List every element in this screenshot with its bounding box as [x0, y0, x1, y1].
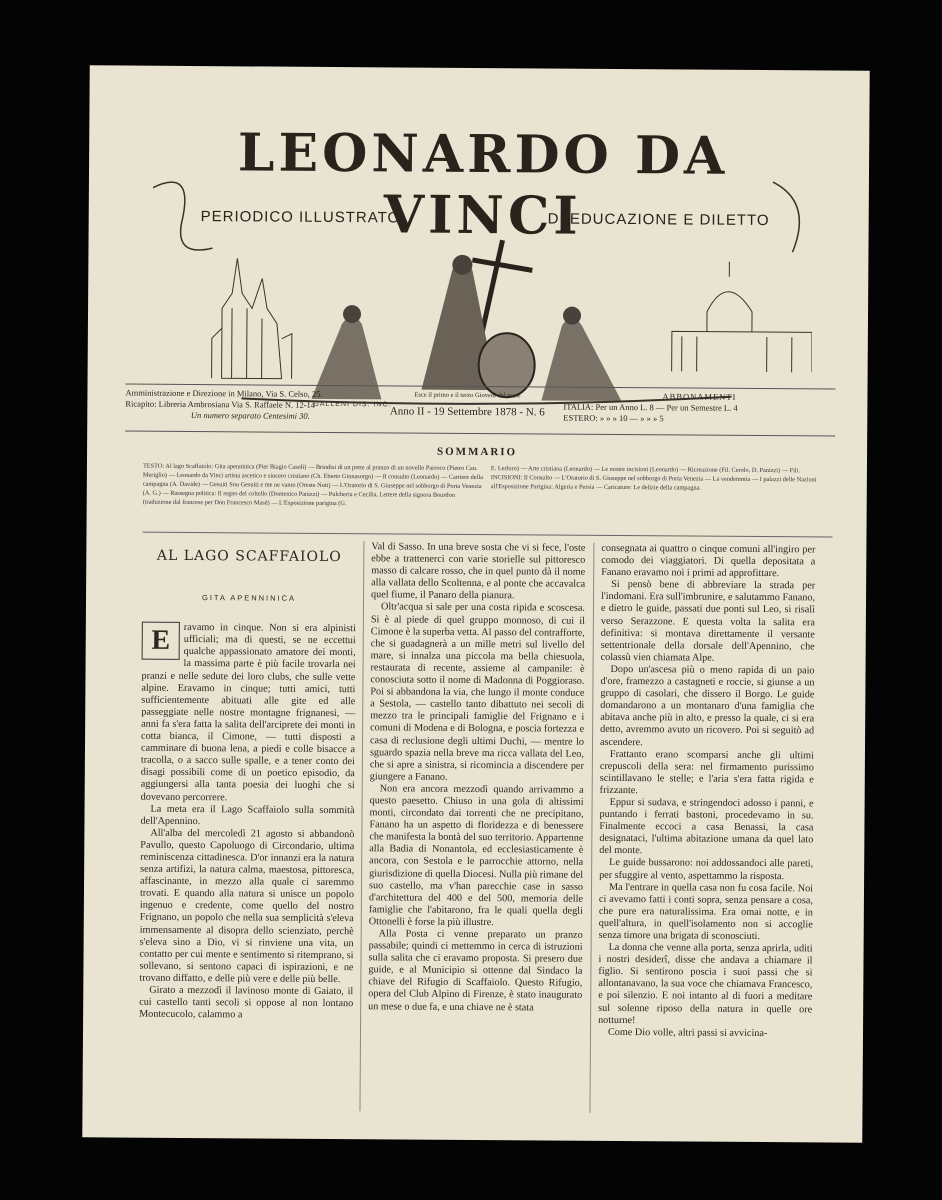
paragraph: ravamo in cinque. Non si era alpinisti ufficiali; ma di questi, se ne eccettui qualche appassionato amatore dei monti, la massima parte è più facile trovarla nei pranzi e nelle sedute dei loro clubs, che sulle vette alpine. Eravamo in cinque; tutti amici, tutti sufficientemente abituati alle gite ed alle passeggiate nelle nostre montagne frignanesi, — anni fa s'era fatta la salita dell'arciprete dei monti in cotta bianca, il Cimone, — tutti disposti a camminare di buona lena, a piedi e colle bisacce a tracolla, o a sacco sulle spalle, e a tener conto dei disagi possibili come di un poetico episodio, da aggiungersi alla tanta poesia dei luoghi che si dovevano percorrere.	[140, 622, 356, 803]
issue-info	[387, 389, 547, 418]
paragraph: consegnata ai quattro o cinque comuni all'ingiro per comodo dei viaggiatori. Di quella depositata a Fanano eravamo noi i primi ad approfittare.	[601, 542, 816, 580]
subscriptions	[563, 391, 835, 426]
price: Un numero separato Centesimi 30.	[190, 410, 310, 421]
admin-address: Amministrazione e Direzione in Milano, Via S. Celso, 25.	[125, 387, 323, 399]
column-2	[368, 541, 585, 1014]
frequency: Esce il primo e il terzo Giovedì del mese	[414, 391, 521, 400]
article-subtitle: GITA APENNINICA	[201, 593, 297, 603]
paragraph: Alla Posta ci venne preparato un pranzo passabile; quindi ci mettemmo in cerca di istruzioni sulla salita che ci eravamo proposta. Si presero due guide, e al Municipio si ottenne dal Sindaco la chiave del Rifugio di Scaffaiolo. Questo Rifugio, opera del Club Alpino di Firenze, è stato inaugurato un mese o due fa, e una chiave ne è stata	[368, 928, 583, 1013]
engraver-credit: GALLENI DIS. INC.	[313, 400, 392, 409]
masthead	[151, 108, 813, 423]
sommario-right: E. Lerloro) — Arte cristiana (Leonardo) — Le nostre incisioni (Leonardo) — Ricreazione (Fil. Cerolo, D. Panizzi) — Fili. INCISIONI: Il Consulto — L'Oratorio di S. Giuseppe nel sobborgo di Porta Venezia — La vendemmia — I palazzi delle Nazioni all'Esposizione Parigina: Algeria e Persia — Caricature: Le delizie della campagna.	[490, 465, 817, 492]
sommario-left: TESTO: Al lago Scaffaiolo: Gita apenninica (Pier Biagio Casoli) — Brindisi di un prete al pranzo di un novello Parroco (Pietro Can. Meriglio) — Leonardo da Vinci artista ascetico e sincero cristiano (Ch. Eberto Ginnasorgo) — Il consulto (Leonardo) — Cartiere della campagna (A. Davide) — Gesuiti Sou Gesuiti e me ne vanto (Oreste Nuti) — L'Oratorio di S. Giuseppe nel sobborgo di Porta Venezia (A. G.) — Rassegna politica: Il regno del coltello (Domenico Panizzi) — Pulcheria e Cecilia, Lettere della signora Bourdon (traduzione dal francese per Don Francesco Masé) — L'Esposizione parigina (G.	[142, 462, 483, 508]
recapito: Ricapito: Libreria Ambrosiana Via S. Raffaele N. 12-14	[125, 398, 316, 410]
column-divider	[589, 543, 594, 1113]
divider	[142, 532, 832, 538]
paragraph: Come Dio volle, altri passi si avvicina-	[607, 1026, 768, 1039]
drop-cap: E	[142, 622, 180, 660]
paragraph: Ma l'entrare in quella casa non fu cosa facile. Noi ci avevamo fatti i conti sopra, senza pensare a cosa, che pure era naturalissima. Era omai notte, e in quell'altura, in quell'isolamento non si accoglie senza timore una brigata di sconosciuti.	[598, 881, 814, 942]
masthead-title: LEONARDO DA VINCI	[237, 122, 729, 247]
estero-price: ESTERO: » » » 10 — » » » 5	[563, 412, 664, 424]
paragraph: La donna che venne alla porta, senza aprirla, uditi i nostri desiderî, disse che andava a chiamare il figlio. Si sentirono poscia i suoi passi che si allontanavano, la sua voce che chiamava Francesco, e poi silenzio. E noi intanto al di fuori a meditare sul solenne riposo della natura in quelle ore notturne!	[598, 942, 813, 1026]
column-1	[139, 540, 356, 1023]
paragraph: Frattanto erano scomparsi anche gli ultimi crepuscoli della sera: nel firmamento purissimo scintillavano le stelle; e l'aria s'era fatta rigida e frizzante.	[599, 748, 814, 797]
masthead-subtitle-right: DI EDUCAZIONE E DILETTO	[547, 210, 770, 230]
column-3	[598, 543, 815, 1040]
issue-date: Anno II - 19 Settembre 1878 - N. 6	[389, 405, 545, 419]
paragraph: La meta era il Lago Scaffaiolo sulla sommità dell'Apennino.	[140, 803, 355, 827]
paragraph: All'alba del mercoledì 21 agosto si abbandonò Pavullo, questo Capoluogo di Circondario, ultima reminiscenza cittadinesca. D'or innanzi era la natura senza artifizi, la natura calma, maestosa, pittoresca, affascinante, in mezzo alla quale ci saremmo trovati. E quando alla natura si unisce un popolo ingenuo e credente, come quello del nostro Frignano, un popolo che nella sua semplicità s'eleva immensamente al disopra dello scienziato, perchè s'eleva sino a Dio, vi si rinviene una vita, un contatto per cui mente e sentimento si ritemprano, si sollevano, si sentono capaci di ispirazioni, e ne trovano diffatto, e delle più vere e delle più belle.	[139, 827, 355, 985]
paragraph: Si pensò bene di abbreviare la strada per l'indomani. Era sull'imbrunire, e salutammo Fanano, e dietro le guide, passati due ponti sul Leo, si risalì verso Serazzone. E questa volta la salita era definitiva: si montava direttamente il versante settentrionale della dorsale dell'Apennino, che colassù vien chiamata Alpe.	[600, 579, 816, 664]
masthead-subtitle-left: PERIODICO ILLUSTRATO	[200, 208, 401, 227]
paragraph: Eppur si sudava, e stringendoci adosso i panni, e puntando i ferrati bastoni, procedevamo in su. Finalmente eccoci a casa Benassi, la casa designataci, l'ultima abitazione umana da quel lato del monte.	[599, 796, 814, 857]
info-bar	[125, 384, 835, 437]
column-divider	[359, 541, 364, 1111]
sommario-heading: SOMMARIO	[436, 445, 518, 459]
paragraph: Dopo un'ascesa più o meno rapida di un paio d'ore, framezzo a castagneti e roccie, si giunse a un gruppo di casolari, che dissero il Borgo. Le guide domandarono a un montanaro d'una famiglia che abitava anche più in alto, e presso la quale, ci si era detto, avremmo avuto un ricovero. Poi si seguitò ad ascendere.	[600, 663, 815, 748]
italia-price: ITALIA: Per un Anno L. 8 — Per un Semestre L. 4	[563, 401, 738, 413]
paragraph: Oltr'acqua si sale per una costa ripida e scoscesa. Si è al piede di quel gruppo monnoso, di cui il Cimone è la superba vetta. Al passo del contrafforte, che si guadagnerà a un mille metri sul livello del mare, si innalza una piccola ma bella chiesuola, restaurata di recente, assieme al campanile: è conosciuta sotto il nome di Madonna di Poggioraso. Poi si abbandona la via, che lungo il monte conduce a Sestola, — castello tanto dibattuto nei secoli di mezzo tra le principali famiglie del Frignano e i comuni di Modena e di Bologna, e poscia fortezza e casa di reclusione degli ultimi Duchi, — mentre lo sguardo spazia nella breve ma ricca vallata del Leo, che si apre a sinistra, si ricomincia a discendere per giungere a Fanano.	[369, 601, 586, 783]
paragraph: Girato a mezzodì il lavinoso monte di Gaiato, il cui castello tanti secoli si oppose al non lontano Montecucolo, calammo a	[139, 984, 354, 1021]
article-title: AL LAGO SCAFFAIOLO	[156, 547, 342, 566]
paragraph: Val di Sasso. In una breve sosta che vi si fece, l'oste ebbe a trattenerci con varie storielle sul pittoresco masso di calcare rosso, che in quel punto dà il nome alla vallata dello Scoltenna, e al ponte che accavalca quel fiume, il Panaro della pianura.	[371, 541, 586, 602]
paragraph: Le guide bussarono: noi addossandoci alle pareti, per sfuggire al vento, aspettammo la risposta.	[599, 857, 814, 882]
abbonamenti-heading: ABBONAMENTI	[662, 391, 737, 402]
paragraph: Non era ancora mezzodì quando arrivammo a questo paesetto. Chiuso in una gola di altissimi monti, circondato dai torrenti che ne precipitano, Fanano ha un aspetto di floridezza e di benessere che manifesta la bontà del suo territorio. Appartenne alla Badia di Nonantola, ed ecclesiasticamente è ancora, con Sestola e le parrocchie attorno, nella giurisdizione di quella Diocesi. Nulla più rimane del suo castello, ma v'han parecchie case in sasso d'architettura del 400 e del 500, memoria delle famiglie che l'abitarono, fra le quali quella degli Ottonelli è forse la più illustre.	[368, 783, 584, 929]
newspaper-page	[82, 65, 869, 1142]
admin-info	[125, 388, 375, 423]
